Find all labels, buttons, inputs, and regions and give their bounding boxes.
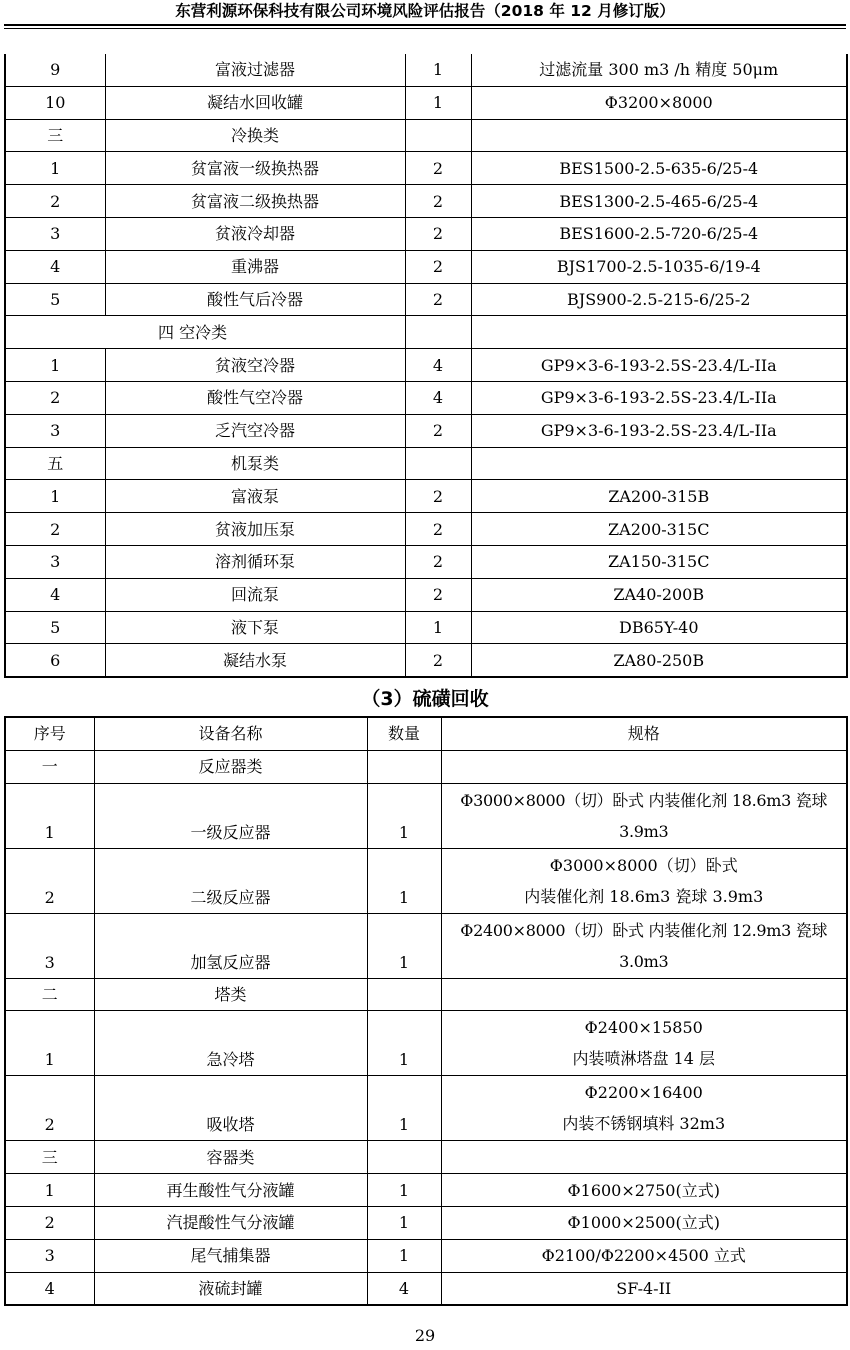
table-row: [5, 513, 847, 546]
cell-qty: 1: [367, 1239, 441, 1272]
cell-name: 再生酸性气分液罐: [94, 1174, 367, 1207]
table-row: [5, 1174, 847, 1207]
cell-name: 重沸器: [105, 250, 405, 283]
cell-qty: 1: [367, 848, 441, 913]
table-row: [5, 283, 847, 316]
cell-no: 2: [5, 185, 105, 218]
cell-qty: 1: [367, 783, 441, 848]
spec-line-1: Φ3000×8000（切）卧式: [549, 855, 738, 875]
cell-qty: [367, 978, 441, 1011]
cell-qty: 1: [367, 1011, 441, 1076]
cell-qty: 1: [367, 1174, 441, 1207]
spec-line-2: 3.0m3: [619, 951, 669, 971]
cell-name: 贫富液二级换热器: [105, 185, 405, 218]
table-row: [5, 414, 847, 447]
header-rule-thin: [4, 28, 846, 29]
cell-name: 冷换类: [105, 119, 405, 152]
cell-no: 1: [5, 1174, 94, 1207]
cell-spec: BJS900-2.5-215-6/25-2: [471, 283, 847, 316]
cell-no: 5: [5, 283, 105, 316]
cell-no: 2: [5, 1076, 94, 1141]
cell-spec: GP9×3-6-193-2.5S-23.4/L-IIa: [471, 381, 847, 414]
cell-name: 富液过滤器: [105, 54, 405, 86]
cell-qty: 2: [405, 185, 471, 218]
cell-no: 2: [5, 1206, 94, 1239]
cell-qty: 2: [405, 644, 471, 677]
table-row: [5, 644, 847, 677]
cell-qty: 1: [367, 913, 441, 978]
cell-spec: [441, 1076, 847, 1141]
cell-spec: BES1600-2.5-720-6/25-4: [471, 217, 847, 250]
cell-no: 1: [5, 480, 105, 513]
cell-name: 溶剂循环泵: [105, 545, 405, 578]
cell-no: 9: [5, 54, 105, 86]
document-header: 东营利源环保科技有限公司环境风险评估报告（2018 年 12 月修订版）: [175, 2, 675, 20]
cell-no: 3: [5, 217, 105, 250]
cell-name: 酸性气后冷器: [105, 283, 405, 316]
cell-no: 三: [5, 1141, 94, 1174]
cell-name: 汽提酸性气分液罐: [94, 1206, 367, 1239]
spec-line-2: 3.9m3: [619, 821, 669, 841]
table-row: [5, 152, 847, 185]
cell-no: 2: [5, 513, 105, 546]
cell-no: 三: [5, 119, 105, 152]
cell-name: 乏汽空冷器: [105, 414, 405, 447]
cell-qty: 1: [405, 86, 471, 119]
cell-spec: GP9×3-6-193-2.5S-23.4/L-IIa: [471, 349, 847, 382]
cell-qty: 1: [367, 1206, 441, 1239]
table-row: [5, 783, 847, 848]
cell-no: 4: [5, 578, 105, 611]
spec-line-1: SF-4-II: [616, 1278, 672, 1298]
cell-no: 6: [5, 644, 105, 677]
cell-name: 尾气捕集器: [94, 1239, 367, 1272]
table-row: [5, 1239, 847, 1272]
spec-line-2: 内装催化剂 18.6m3 瓷球 3.9m3: [524, 886, 764, 906]
cell-name: 加氢反应器: [94, 913, 367, 978]
cell-qty: [405, 447, 471, 480]
cell-name: 贫富液一级换热器: [105, 152, 405, 185]
cell-qty: 1: [367, 1076, 441, 1141]
table-row: [5, 1011, 847, 1076]
table-row: [5, 545, 847, 578]
cell-spec: DB65Y-40: [471, 611, 847, 644]
cell-spec: 过滤流量 300 m3 /h 精度 50μm: [471, 54, 847, 86]
cell-spec: ZA80-250B: [471, 644, 847, 677]
cell-name: 容器类: [94, 1141, 367, 1174]
page-number: 29: [414, 1326, 436, 1345]
spec-line-2: 内装喷淋塔盘 14 层: [572, 1049, 716, 1069]
cell-spec: [441, 1272, 847, 1305]
cell-no: 3: [5, 545, 105, 578]
cell-spec: [471, 119, 847, 152]
table-row: [5, 86, 847, 119]
cell-name: 凝结水泵: [105, 644, 405, 677]
cell-name: 回流泵: [105, 578, 405, 611]
cell-spec: BES1300-2.5-465-6/25-4: [471, 185, 847, 218]
cell-no: 1: [5, 349, 105, 382]
cell-no: 3: [5, 913, 94, 978]
cell-no: 1: [5, 1011, 94, 1076]
cell-no: 2: [5, 848, 94, 913]
cell-name: 液硫封罐: [94, 1272, 367, 1305]
header-name: 设备名称: [94, 717, 367, 750]
category-label: 四 空冷类: [158, 322, 228, 342]
cell-no: 二: [5, 978, 94, 1011]
table-row: [5, 848, 847, 913]
cell-name: 机泵类: [105, 447, 405, 480]
cell-qty: 2: [405, 578, 471, 611]
cell-spec: [441, 978, 847, 1011]
cell-spec: [441, 1206, 847, 1239]
header-qty: 数量: [367, 717, 441, 750]
cell-spec: ZA200-315C: [471, 513, 847, 546]
cell-name: 塔类: [94, 978, 367, 1011]
cell-spec: [441, 1141, 847, 1174]
cell-qty: 2: [405, 545, 471, 578]
cell-qty: 2: [405, 217, 471, 250]
cell-spec: [441, 783, 847, 848]
table-row: [5, 119, 847, 152]
cell-name: 酸性气空冷器: [105, 381, 405, 414]
cell-name: 富液泵: [105, 480, 405, 513]
cell-qty: 2: [405, 513, 471, 546]
table-header-row: [5, 717, 847, 750]
cell-qty: 1: [405, 54, 471, 86]
equipment-table-continued: [4, 54, 848, 678]
cell-qty: [405, 119, 471, 152]
cell-no: 1: [5, 152, 105, 185]
cell-spec: BJS1700-2.5-1035-6/19-4: [471, 250, 847, 283]
spec-line-1: Φ1000×2500(立式): [567, 1213, 720, 1233]
table-row: [5, 447, 847, 480]
table-row: [5, 250, 847, 283]
header-no: 序号: [5, 717, 94, 750]
table-row: [5, 185, 847, 218]
table-row: [5, 578, 847, 611]
spec-line-1: Φ1600×2750(立式): [567, 1180, 720, 1200]
header-spec: 规格: [441, 717, 847, 750]
table-row: [5, 611, 847, 644]
cell-name: 贫液加压泵: [105, 513, 405, 546]
table-row: [5, 480, 847, 513]
cell-name: 一级反应器: [94, 783, 367, 848]
cell-no: 2: [5, 381, 105, 414]
cell-qty: 2: [405, 414, 471, 447]
cell-spec: ZA200-315B: [471, 480, 847, 513]
cell-no: 3: [5, 414, 105, 447]
sulfur-recovery-equipment-table: [4, 716, 848, 1306]
cell-spec: [441, 1174, 847, 1207]
table-row: [5, 913, 847, 978]
table-row: [5, 349, 847, 382]
cell-qty: 1: [405, 611, 471, 644]
table-row: [5, 1141, 847, 1174]
cell-no: 4: [5, 1272, 94, 1305]
cell-spec: [441, 1011, 847, 1076]
cell-spec: GP9×3-6-193-2.5S-23.4/L-IIa: [471, 414, 847, 447]
cell-name: 吸收塔: [94, 1076, 367, 1141]
cell-name: 贫液冷却器: [105, 217, 405, 250]
cell-no: 3: [5, 1239, 94, 1272]
cell-no: 1: [5, 783, 94, 848]
cell-spec: BES1500-2.5-635-6/25-4: [471, 152, 847, 185]
cell-spec: ZA40-200B: [471, 578, 847, 611]
table-row: [5, 1272, 847, 1305]
category-cell: [5, 316, 405, 349]
spec-line-1: Φ3000×8000（切）卧式 内装催化剂 18.6m3 瓷球: [460, 790, 828, 810]
cell-spec: Φ3200×8000: [471, 86, 847, 119]
table-row: [5, 381, 847, 414]
cell-no: 10: [5, 86, 105, 119]
cell-spec: [471, 447, 847, 480]
table-row: [5, 316, 847, 349]
cell-no: 一: [5, 750, 94, 783]
table-row: [5, 54, 847, 86]
cell-no: 5: [5, 611, 105, 644]
cell-qty: 2: [405, 250, 471, 283]
spec-line-1: Φ2400×15850: [584, 1018, 703, 1038]
cell-qty: [405, 316, 471, 349]
cell-spec: [441, 1239, 847, 1272]
cell-spec: [441, 750, 847, 783]
cell-qty: 4: [405, 381, 471, 414]
cell-name: 二级反应器: [94, 848, 367, 913]
cell-name: 反应器类: [94, 750, 367, 783]
table-row: [5, 750, 847, 783]
table-row: [5, 1206, 847, 1239]
cell-qty: 2: [405, 283, 471, 316]
cell-qty: [367, 750, 441, 783]
cell-spec: [471, 316, 847, 349]
cell-name: 凝结水回收罐: [105, 86, 405, 119]
cell-qty: 2: [405, 480, 471, 513]
cell-spec: ZA150-315C: [471, 545, 847, 578]
table-row: [5, 1076, 847, 1141]
cell-qty: 4: [367, 1272, 441, 1305]
spec-line-1: Φ2100/Φ2200×4500 立式: [541, 1246, 746, 1266]
table-row: [5, 217, 847, 250]
cell-no: 五: [5, 447, 105, 480]
spec-line-1: Φ2400×8000（切）卧式 内装催化剂 12.9m3 瓷球: [460, 920, 828, 940]
header-rule: [4, 24, 846, 26]
section-title: （3）硫磺回收: [361, 688, 489, 710]
cell-name: 贫液空冷器: [105, 349, 405, 382]
cell-spec: [441, 848, 847, 913]
cell-qty: [367, 1141, 441, 1174]
cell-qty: 4: [405, 349, 471, 382]
cell-name: 急冷塔: [94, 1011, 367, 1076]
cell-spec: [441, 913, 847, 978]
table-row: [5, 978, 847, 1011]
cell-no: 4: [5, 250, 105, 283]
spec-line-1: Φ2200×16400: [584, 1083, 703, 1103]
spec-line-2: 内装不锈钢填料 32m3: [562, 1114, 726, 1134]
cell-name: 液下泵: [105, 611, 405, 644]
cell-qty: 2: [405, 152, 471, 185]
